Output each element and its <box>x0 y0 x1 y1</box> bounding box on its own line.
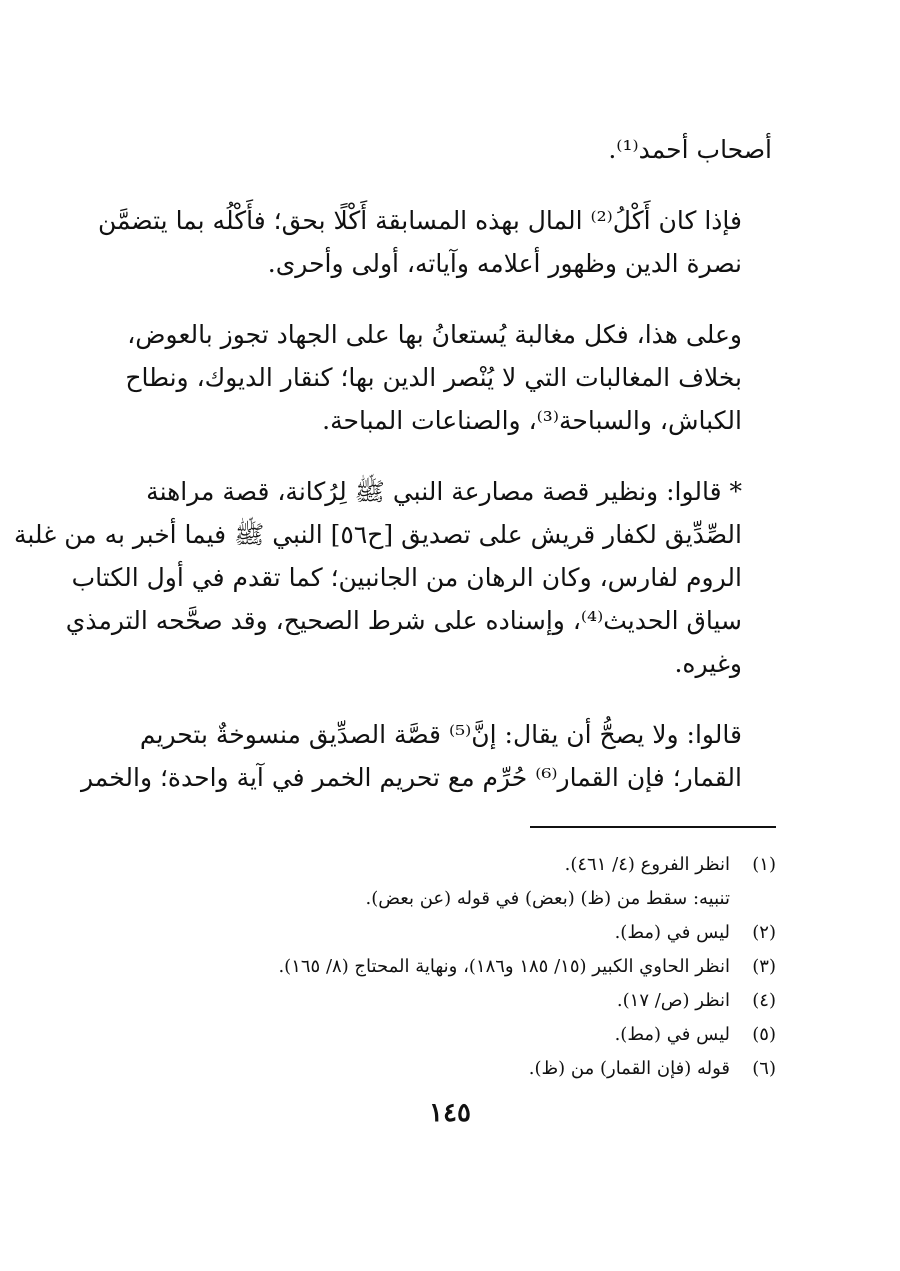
text-line: وغيره. <box>674 649 742 678</box>
footnote-number: (٢) <box>752 922 776 943</box>
footnote-text: انظر الحاوي الكبير (١٥/ ١٨٥ و١٨٦)، ونهاية المحتاج (٨/ ١٦٥). <box>278 956 730 977</box>
footnote-continuation <box>116 882 776 916</box>
footnote-number: (٣) <box>752 956 776 977</box>
text-line: الروم لفارس، وكان الرهان من الجانبين؛ كما تقدم في أول الكتاب <box>71 563 742 592</box>
main-text <box>13 128 772 799</box>
footnote <box>116 1052 776 1086</box>
footnote <box>116 848 776 882</box>
paragraph-2 <box>97 199 772 285</box>
text-line: الكباش، والسباحة⁽³⁾، والصناعات المباحة. <box>322 406 742 435</box>
text-line: الصِّدِّيق لكفار قريش على تصديق [ح٥٦] النبي ﷺ فيما أخبر به من غلبة <box>13 520 742 549</box>
footnote <box>116 984 776 1018</box>
text-line: فإذا كان أَكْلُ⁽²⁾ المال بهذه المسابقة أَكْلًا بحق؛ فأَكْلُه بما يتضمَّن <box>97 206 742 235</box>
footnote-number: (٦) <box>752 1058 776 1079</box>
footnotes <box>116 848 776 1086</box>
page-number: ١٤٥ <box>429 1098 471 1128</box>
paragraph-3 <box>124 313 772 442</box>
footnote-number: (٤) <box>752 990 776 1011</box>
footnote <box>116 950 776 984</box>
text-line: وعلى هذا، فكل مغالبة يُستعانُ بها على الجهاد تجوز بالعوض، <box>127 320 742 349</box>
paragraph-5 <box>81 713 772 799</box>
text-line: قالوا: ولا يصحُّ أن يقال: إنَّ⁽⁵⁾ قصَّة الصدِّيق منسوخةٌ بتحريم <box>139 720 742 749</box>
footnote-text: انظر الفروع (٤/ ٤٦١). <box>564 854 730 875</box>
text-line: القمار؛ فإن القمار⁽⁶⁾ حُرِّم مع تحريم الخمر في آية واحدة؛ والخمر <box>81 763 742 792</box>
paragraph-1 <box>124 128 772 171</box>
footnote-text: قوله (فإن القمار) من (ظ). <box>528 1058 730 1079</box>
footnote-separator <box>530 826 776 828</box>
paragraph-4 <box>13 470 772 685</box>
footnote-text: انظر (ص/ ١٧). <box>616 990 730 1011</box>
text-line: بخلاف المغالبات التي لا يُنْصر الدين بها؛ كنقار الديوك، ونطاح <box>125 363 742 392</box>
footnote <box>116 1018 776 1052</box>
footnote-text: ليس في (مط). <box>614 922 730 943</box>
footnote <box>116 916 776 950</box>
footnote-text: تنبيه: سقط من (ظ) (بعض) في قوله (عن بعض). <box>365 888 730 909</box>
footnote-number: (٥) <box>752 1024 776 1045</box>
text-line: أصحاب أحمد⁽¹⁾. <box>608 135 772 164</box>
footnote-number: (١) <box>752 854 776 875</box>
text-line: نصرة الدين وظهور أعلامه وآياته، أولى وأحرى. <box>267 249 742 278</box>
footnote-text: ليس في (مط). <box>614 1024 730 1045</box>
text-line: سياق الحديث⁽⁴⁾، وإسناده على شرط الصحيح، وقد صحَّحه الترمذي <box>65 606 742 635</box>
text-line: * قالوا: ونظير قصة مصارعة النبي ﷺ لِرُكانة، قصة مراهنة <box>146 477 742 506</box>
